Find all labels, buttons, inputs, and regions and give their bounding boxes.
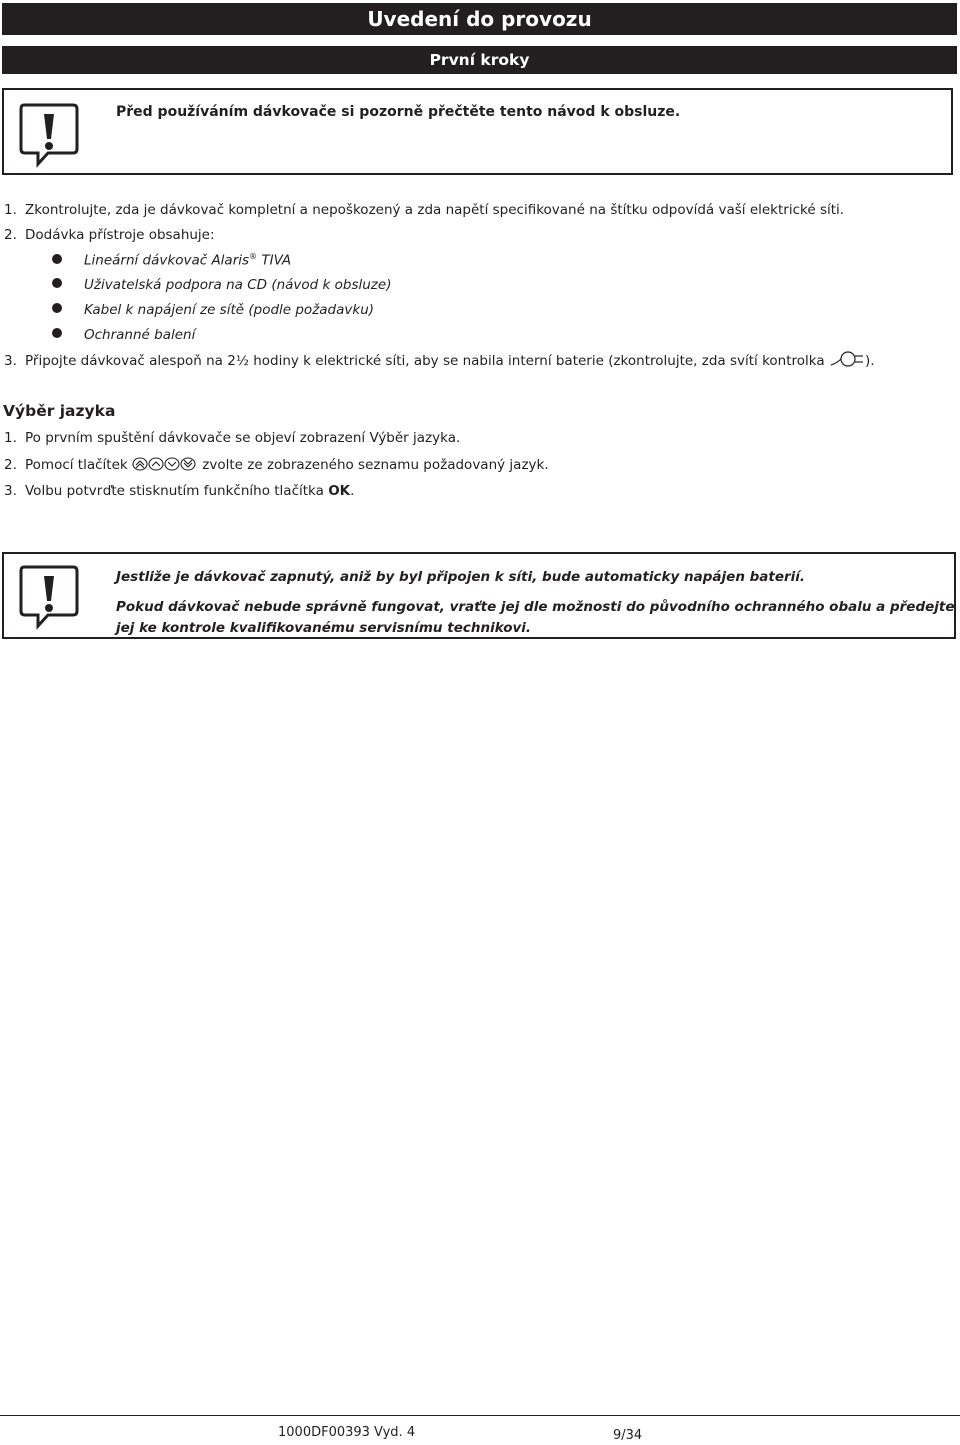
warning-box-top [2,88,953,175]
step-1: 1. Zkontrolujte, zda je dávkovač kompletní a nepoškozený a zda napětí specifikované na štítku odpovídá vaší elektrické síti. [4,202,845,218]
section-subtitle: První kroky [2,46,957,74]
warning-text [116,567,956,639]
bullet-icon [52,278,62,288]
bullet-icon [52,328,62,338]
list-item: Lineární dávkovač Alaris® TIVA [52,252,291,269]
warning-line-2: Pokud dávkovač nebude správně fungovat, vraťte jej dle možnosti do původního ochranného obalu a předejte jej ke kontrole kvalifikovanému servisnímu technikovi. [116,599,955,636]
step-2: 2. Dodávka přístroje obsahuje: [4,227,215,243]
warning-box-bottom [2,552,956,639]
list-item: Uživatelská podpora na CD (návod k obsluze) [52,277,391,293]
document-code: 1000DF00393 Vyd. 4 [278,1425,416,1440]
list-item: Kabel k napájení ze sítě (podle požadavku) [52,302,374,318]
language-step-1: 1. Po prvním spuštění dávkovače se objeví zobrazení Výběr jazyka. [4,430,461,446]
bullet-icon [52,303,62,313]
bullet-icon [52,254,62,264]
page-title: Uvedení do provozu [2,3,957,35]
arrow-buttons-icon [132,456,198,472]
language-step-2: 2. Pomocí tlačítek zvolte ze zobrazeného seznamu požadovaný jazyk. [4,457,549,473]
language-step-3: 3. Volbu potvrďte stisknutím funkčního tlačítka OK. [4,483,355,499]
step-3: 3. Připojte dávkovač alespoň na 2½ hodiny k elektrické síti, aby se nabila interní baterie (zkontrolujte, zda svítí kontrolka ). [4,353,875,369]
warning-icon [18,564,80,630]
mains-plug-icon [829,351,865,369]
warning-icon [18,102,80,168]
warning-text: Před používáním dávkovače si pozorně přečtěte tento návod k obsluze. [116,104,681,120]
warning-line-1: Jestliže je dávkovač zapnutý, aniž by byl připojen k síti, bude automaticky napájen baterií. [116,569,806,585]
page-number: 9/34 [613,1428,643,1443]
section-heading: Výběr jazyka [3,402,116,420]
footer-divider [0,1415,960,1416]
list-item: Ochranné balení [52,327,195,343]
